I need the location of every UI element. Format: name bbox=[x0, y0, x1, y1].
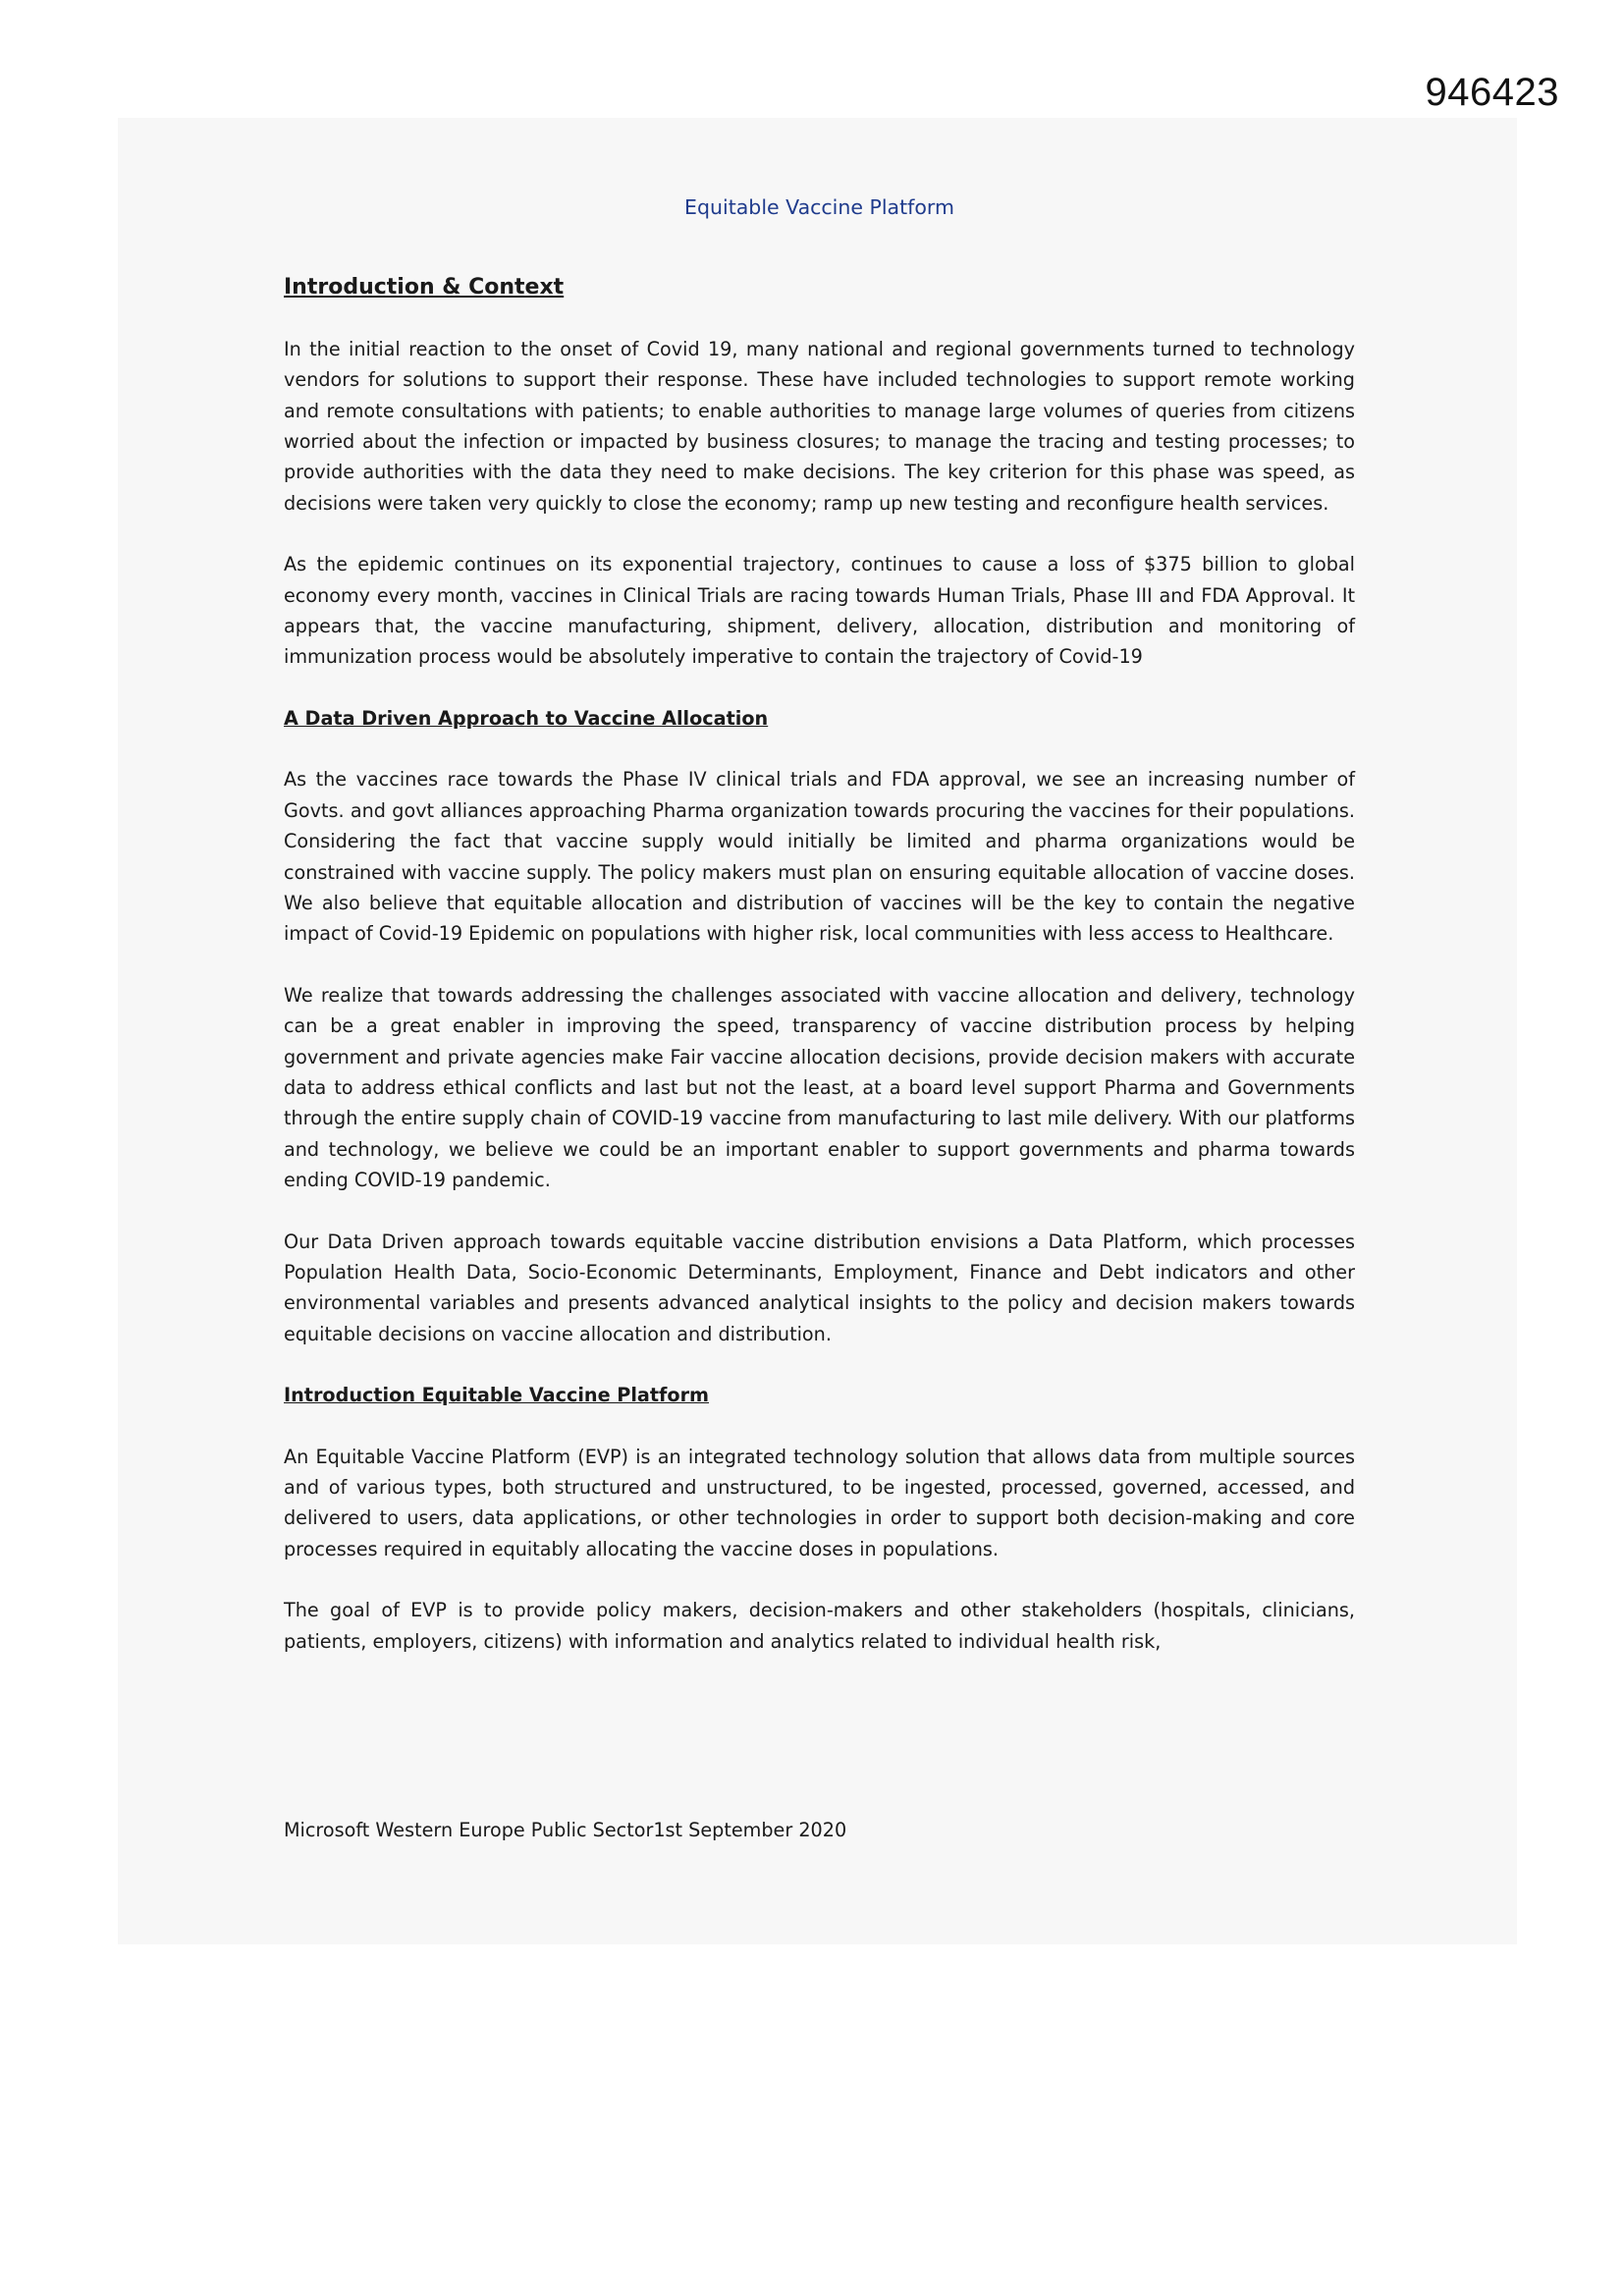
paragraph: Our Data Driven approach towards equitable vaccine distribution envisions a Data Platform, which processes Population Health Data, Socio-Economic Determinants, Employment, Finance and Debt indicators and other environmental variables and presents advanced analytical insights to the policy and decision makers towards equitable decisions on vaccine allocation and distribution. bbox=[284, 1230, 1355, 1345]
document-body bbox=[284, 192, 1355, 1687]
document-title: Equitable Vaccine Platform bbox=[684, 195, 954, 219]
paragraph: The goal of EVP is to provide policy makers, decision-makers and other stakeholders (hospitals, clinicians, patients, employers, citizens) with information and analytics related to individual health risk, bbox=[284, 1599, 1355, 1653]
paragraph: As the vaccines race towards the Phase IV clinical trials and FDA approval, we see an increasing number of Govts. and govt alliances approaching Pharma organization towards procuring the vaccines for their populations. Considering the fact that vaccine supply would initially be limited and pharma organizations would be constrained with vaccine supply. The policy makers must plan on ensuring equitable allocation of vaccine doses. We also believe that equitable allocation and distribution of vaccines will be the key to contain the negative impact of Covid-19 Epidemic on populations with higher risk, local communities with less access to Healthcare. bbox=[284, 768, 1355, 946]
paragraph: We realize that towards addressing the challenges associated with vaccine allocation and delivery, technology can be a great enabler in improving the speed, transparency of vaccine distribution process by helping government and private agencies make Fair vaccine allocation decisions, provide decision makers with accurate data to address ethical conflicts and last but not the least, at a board level support Pharma and Governments through the entire supply chain of COVID-19 vaccine from manufacturing to last mile delivery. With our platforms and technology, we believe we could be an important enabler to support governments and pharma towards ending COVID-19 pandemic. bbox=[284, 983, 1355, 1192]
paragraph: An Equitable Vaccine Platform (EVP) is an integrated technology solution that allows data from multiple sources and of various types, both structured and unstructured, to be ingested, processed, governed, accessed, and delivered to users, data applications, or other technologies in order to support both decision-making and core processes required in equitably allocating the vaccine doses in populations. bbox=[284, 1445, 1355, 1560]
section-heading-introduction-evp: Introduction Equitable Vaccine Platform bbox=[284, 1384, 710, 1407]
section-heading-introduction-context: Introduction & Context bbox=[284, 275, 565, 301]
document-id: 946423 bbox=[1425, 71, 1559, 114]
section-heading-data-driven-approach: A Data Driven Approach to Vaccine Allocation bbox=[284, 706, 769, 730]
paragraph: As the epidemic continues on its exponential trajectory, continues to cause a loss of $375 billion to global economy every month, vaccines in Clinical Trials are racing towards Human Trials, Phase III and FDA Approval. It appears that, the vaccine manufacturing, shipment, delivery, allocation, distribution and monitoring of immunization process would be absolutely imperative to contain the trajectory of Covid-19 bbox=[284, 553, 1355, 669]
page-footer: Microsoft Western Europe Public Sector1st September 2020 bbox=[284, 1819, 847, 1841]
paragraph: In the initial reaction to the onset of Covid 19, many national and regional governments turned to technology vendors for solutions to support their response. These have included technologies to support remote working and remote consultations with patients; to enable authorities to manage large volumes of queries from citizens worried about the infection or impacted by business closures; to manage the tracing and testing processes; to provide authorities with the data they need to make decisions. The key criterion for this phase was speed, as decisions were taken very quickly to close the economy; ramp up new testing and reconfigure health services. bbox=[284, 337, 1355, 515]
